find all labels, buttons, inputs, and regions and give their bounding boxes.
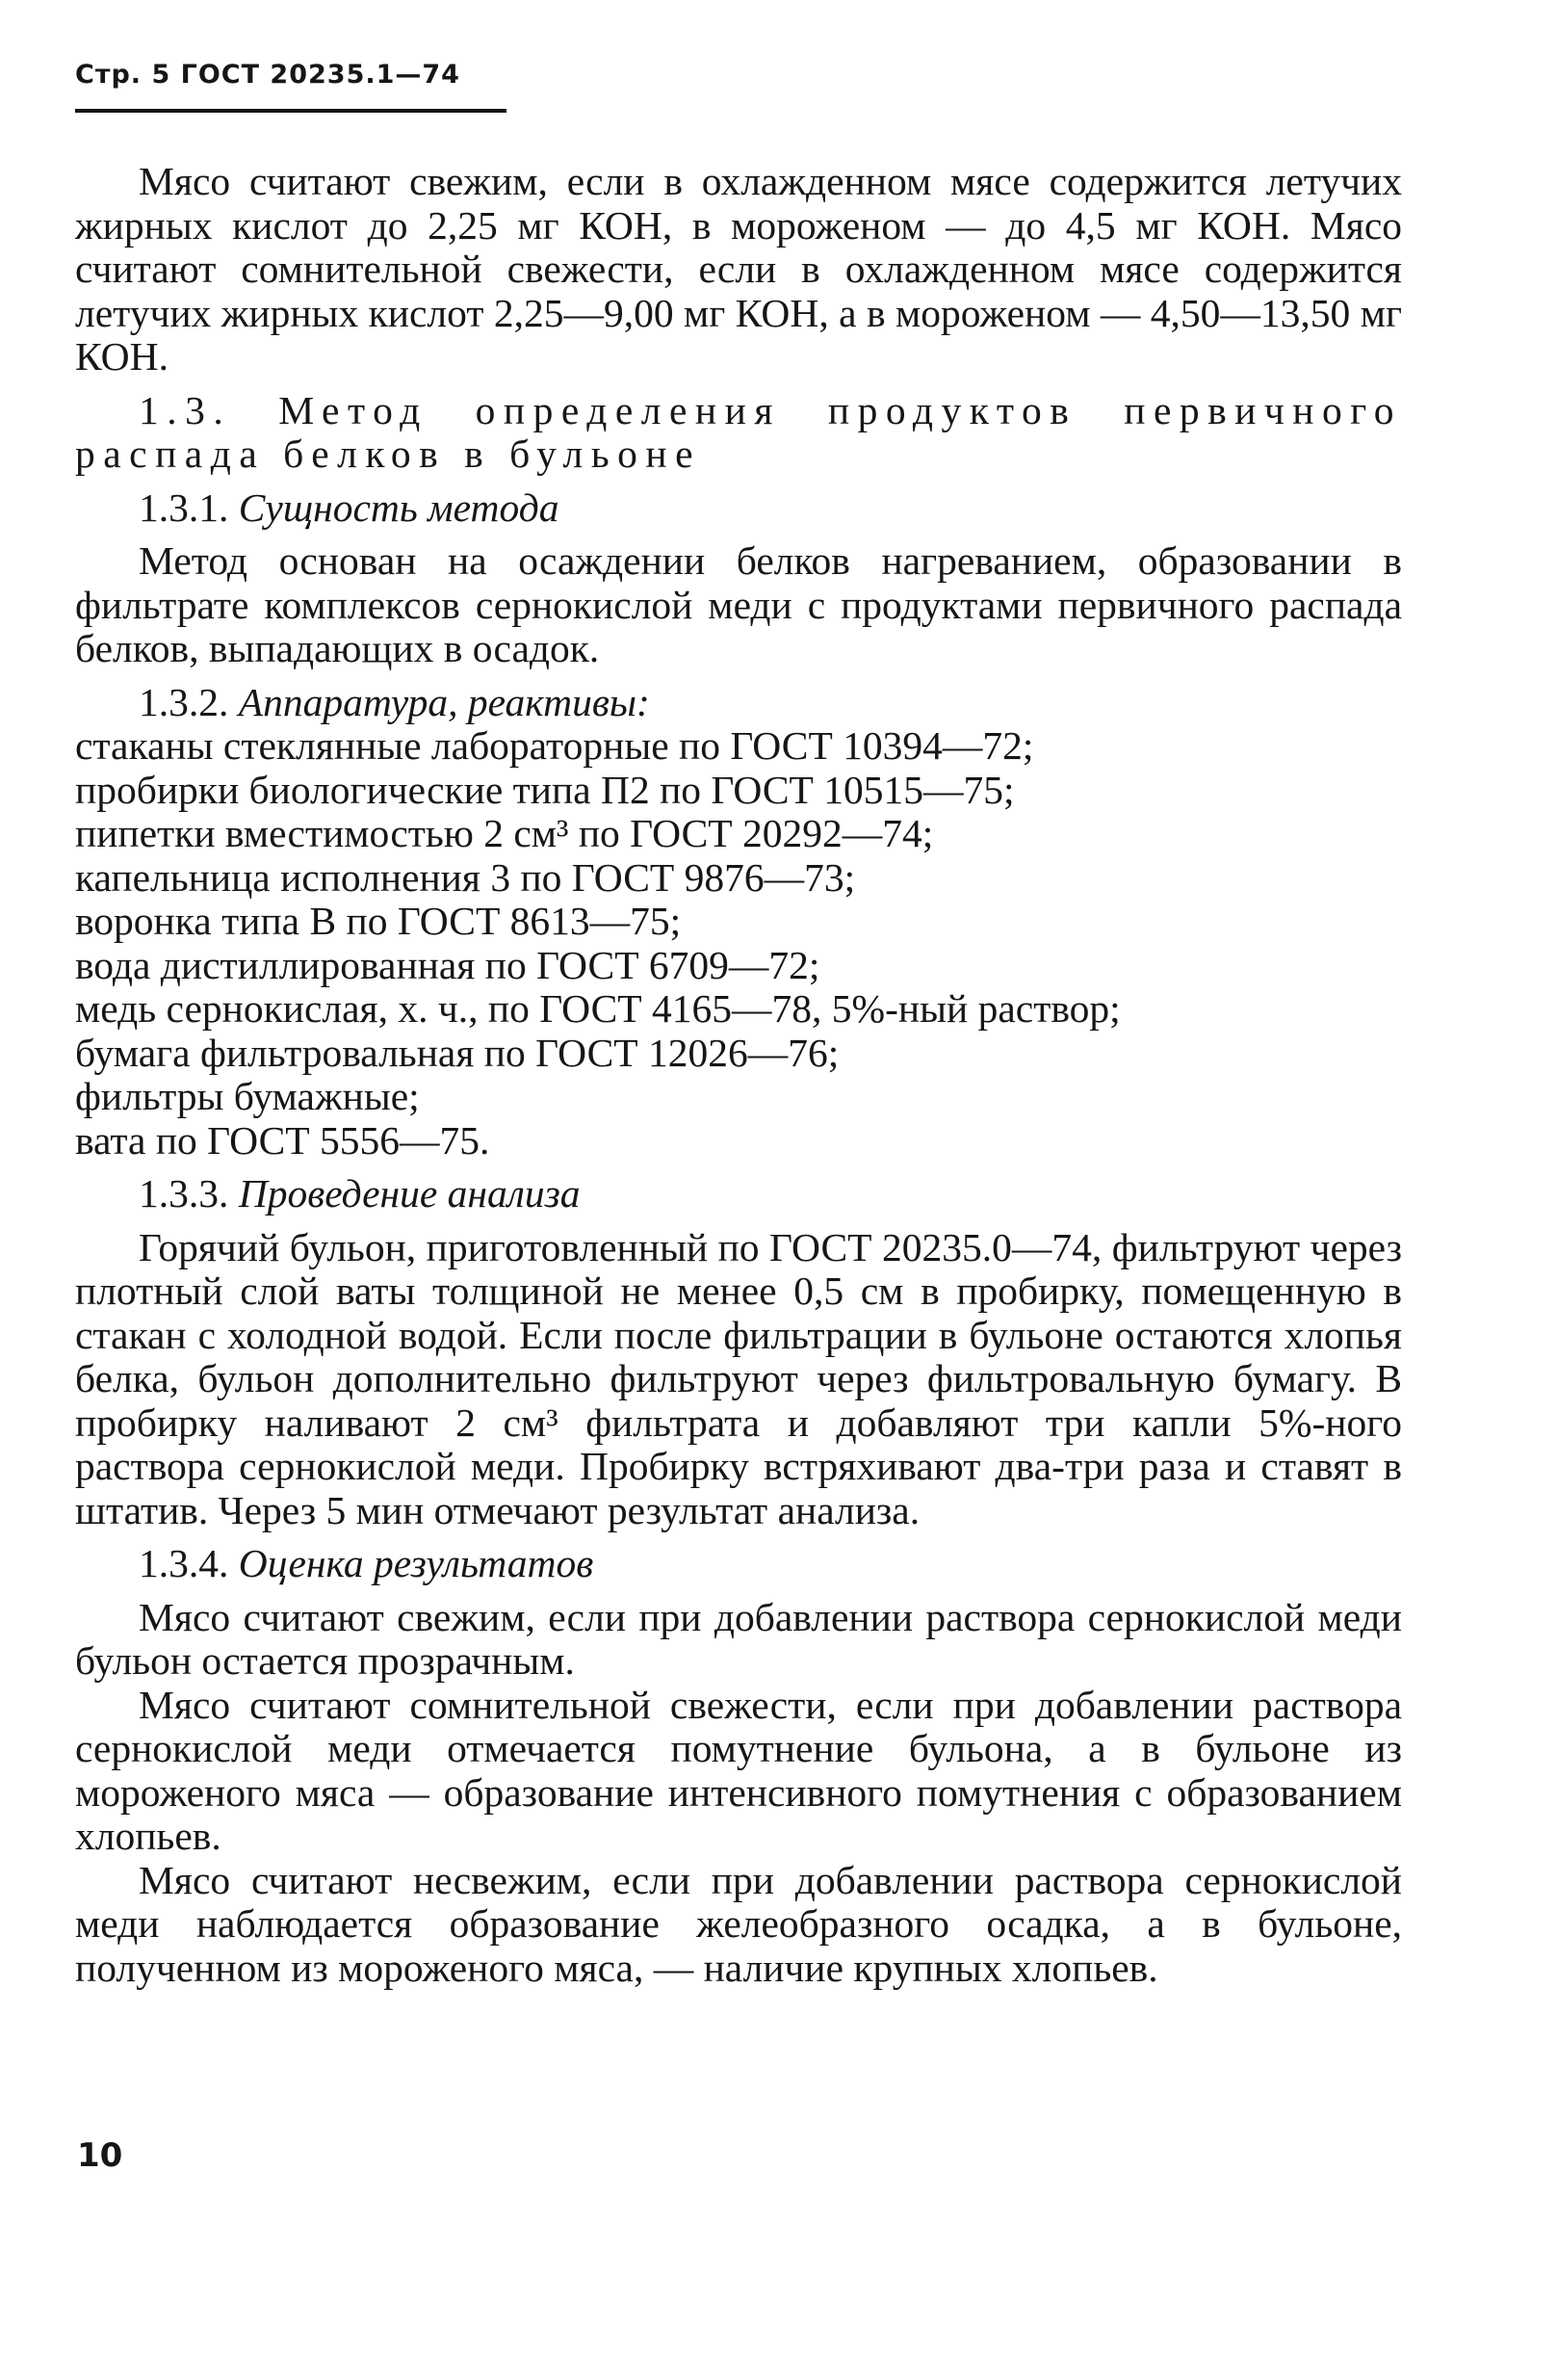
- section-1-3-2-number: 1.3.2.: [139, 679, 229, 724]
- section-1-3-2-title: Аппаратура, реактивы:: [238, 679, 650, 724]
- section-1-3-3-number: 1.3.3.: [139, 1171, 229, 1216]
- equipment-item: стаканы стеклянные лабораторные по ГОСТ 10394—72;: [75, 723, 1034, 768]
- intro-paragraph: Мясо считают свежим, если в охлажденном мясе содержится летучих жирных кислот до 2,25 мг КОН, в мороженом — до 4,5 мг КОН. Мясо считают сомнительной свежести, если в охлажденном мясе содержится летучих жирных кислот 2,25—9,00 мг КОН, а в мороженом — 4,50—13,50 мг КОН.: [75, 159, 1402, 379]
- section-1-3-1-text: Метод основан на осаждении белков нагреванием, образовании в фильтрате комплексов сернокислой меди с продуктами первичного распада белков, выпадающих в осадок.: [75, 538, 1402, 670]
- evaluation-paragraph: Мясо считают сомнительной свежести, если при добавлении раствора сернокислой меди отмечается помутнение бульона, а в бульоне из мороженого мяса — образование интенсивного помутнения с образованием хлопьев.: [75, 1682, 1402, 1858]
- equipment-item: вата по ГОСТ 5556—75.: [75, 1117, 490, 1163]
- document-body: [75, 160, 1402, 1990]
- equipment-item: капельница исполнения 3 по ГОСТ 9876—73;: [75, 854, 856, 900]
- page-number: 10: [77, 2136, 123, 2175]
- equipment-item: бумага фильтровальная по ГОСТ 12026—76;: [75, 1030, 840, 1075]
- section-1-3-3-title: Проведение анализа: [238, 1171, 581, 1216]
- section-1-3-1-heading: [75, 486, 1402, 531]
- equipment-item: медь сернокислая, х. ч., по ГОСТ 4165—78, 5%-ный раствор;: [75, 986, 1121, 1031]
- equipment-item: воронка типа В по ГОСТ 8613—75;: [75, 899, 682, 943]
- equipment-list: [75, 724, 1402, 1163]
- section-1-3-heading: [75, 389, 1402, 477]
- running-header: Стр. 5 ГОСТ 20235.1—74: [75, 60, 460, 90]
- section-1-3-2-heading: [75, 681, 1402, 725]
- evaluation-paragraph: Мясо считают несвежим, если при добавлении раствора сернокислой меди наблюдается образование желеобразного осадка, а в бульоне, полученном из мороженого мяса, — наличие крупных хлопьев.: [75, 1857, 1402, 1990]
- equipment-item: фильтры бумажные;: [75, 1074, 420, 1118]
- section-1-3-4-heading: [75, 1542, 1402, 1586]
- equipment-item: пипетки вместимостью 2 см³ по ГОСТ 20292—74;: [75, 811, 934, 855]
- section-1-3-3-heading: [75, 1172, 1402, 1216]
- section-1-3-1-title: Сущность метода: [238, 484, 559, 530]
- evaluation-paragraph: Мясо считают свежим, если при добавлении раствора сернокислой меди бульон остается прозрачным.: [75, 1594, 1402, 1683]
- section-1-3-4-number: 1.3.4.: [139, 1541, 229, 1585]
- section-1-3-4-title: Оценка результатов: [238, 1541, 594, 1585]
- header-rule: [75, 109, 506, 113]
- equipment-item: вода дистиллированная по ГОСТ 6709—72;: [75, 942, 820, 987]
- section-1-3-1-number: 1.3.1.: [139, 484, 229, 530]
- section-1-3-title: Метод определения продуктов первичного распада белков в бульоне: [75, 387, 1402, 476]
- section-1-3-number: 1.3.: [139, 387, 232, 432]
- equipment-item: пробирки биологические типа П2 по ГОСТ 10515—75;: [75, 767, 1015, 812]
- section-1-3-3-text: Горячий бульон, приготовленный по ГОСТ 20235.0—74, фильтруют через плотный слой ваты толщиной не менее 0,5 см в пробирку, помещенную в стакан с холодной водой. Если после фильтрации в бульоне остаются хлопья белка, бульон дополнительно фильтруют через фильтровальную бумагу. В пробирку наливают 2 см³ фильтрата и добавляют три капли 5%-ного раствора сернокислой меди. Пробирку встряхивают два-три раза и ставят в штатив. Через 5 мин отмечают результат анализа.: [75, 1224, 1402, 1532]
